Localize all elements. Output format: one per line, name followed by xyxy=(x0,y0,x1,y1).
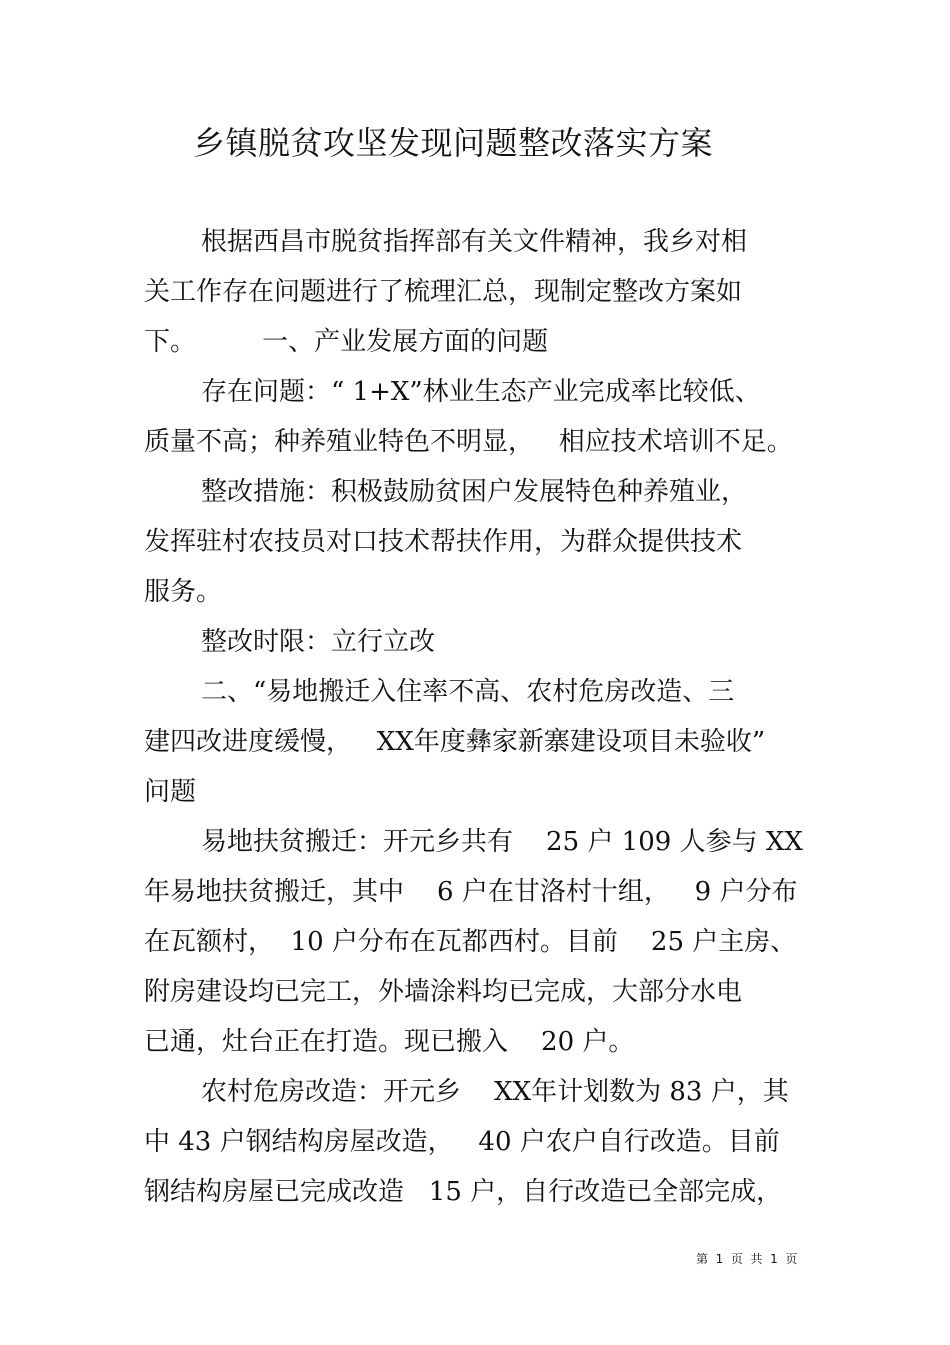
paragraph-line: 已通，灶台正在打造。现已搬入 20 户。 xyxy=(144,1027,635,1057)
paragraph-line: 下。 一、产业发展方面的问题 xyxy=(144,327,549,357)
paragraph-line: 农村危房改造：开元乡 XX年计划数为 83 户，其 xyxy=(201,1077,789,1107)
paragraph-line: 年易地扶贫搬迁，其中 6 户在甘洛村十组， 9 户分布 xyxy=(144,877,798,907)
paragraph-line: 钢结构房屋已完成改造 15 户，自行改造已全部完成， xyxy=(144,1177,783,1207)
paragraph-line: 根据西昌市脱贫指挥部有关文件精神，我乡对相 xyxy=(201,227,748,257)
document-title: 乡镇脱贫攻坚发现问题整改落实方案 xyxy=(193,124,714,162)
page-number-footer: 第 1 页 共 1 页 xyxy=(696,1252,798,1266)
paragraph-line: 建四改进度缓慢， XX年度彝家新寨建设项目未验收” xyxy=(144,727,766,757)
paragraph-line: 存在问题：“ 1+X”林业生态产业完成率比较低、 xyxy=(201,377,761,407)
paragraph-line: 二、“易地搬迁入住率不高、农村危房改造、三 xyxy=(201,677,735,707)
paragraph-line: 服务。 xyxy=(144,577,223,607)
paragraph-line: 中 43 户钢结构房屋改造， 40 户农户自行改造。目前 xyxy=(144,1127,780,1157)
paragraph-line: 质量不高；种养殖业特色不明显， 相应技术培训不足。 xyxy=(144,427,793,457)
paragraph-line: 整改时限：立行立改 xyxy=(201,627,436,657)
paragraph-line: 关工作存在问题进行了梳理汇总，现制定整改方案如 xyxy=(144,277,743,307)
paragraph-line: 附房建设均已完工，外墙涂料均已完成，大部分水电 xyxy=(144,977,743,1007)
paragraph-line: 问题 xyxy=(144,777,197,807)
paragraph-line: 易地扶贫搬迁：开元乡共有 25 户 109 人参与 XX xyxy=(201,827,803,857)
paragraph-line: 整改措施：积极鼓励贫困户发展特色种养殖业， xyxy=(201,477,748,507)
paragraph-line: 发挥驻村农技员对口技术帮扶作用，为群众提供技术 xyxy=(144,527,743,557)
paragraph-line: 在瓦额村， 10 户分布在瓦都西村。目前 25 户主房、 xyxy=(144,927,797,957)
